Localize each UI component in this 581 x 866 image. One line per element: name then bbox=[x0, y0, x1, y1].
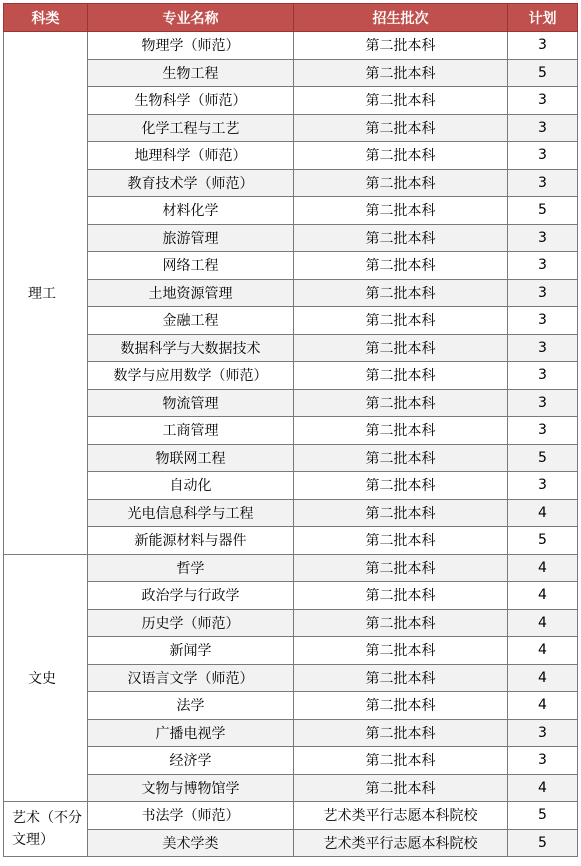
plan-cell: 3 bbox=[508, 279, 578, 307]
table-row bbox=[4, 252, 578, 280]
batch-cell: 第二批本科 bbox=[294, 774, 508, 802]
major-cell: 自动化 bbox=[88, 472, 294, 500]
plan-cell: 3 bbox=[508, 307, 578, 335]
major-cell: 文物与博物馆学 bbox=[88, 774, 294, 802]
batch-cell: 第二批本科 bbox=[294, 169, 508, 197]
batch-cell: 第二批本科 bbox=[294, 444, 508, 472]
table-row bbox=[4, 197, 578, 225]
major-cell: 汉语言文学（师范） bbox=[88, 664, 294, 692]
major-cell: 数据科学与大数据技术 bbox=[88, 334, 294, 362]
plan-cell: 3 bbox=[508, 417, 578, 445]
table-row bbox=[4, 307, 578, 335]
major-cell: 新能源材料与器件 bbox=[88, 527, 294, 555]
table-row bbox=[4, 719, 578, 747]
table-row bbox=[4, 554, 578, 582]
major-cell: 数学与应用数学（师范） bbox=[88, 362, 294, 390]
plan-cell: 3 bbox=[508, 87, 578, 115]
table-row bbox=[4, 472, 578, 500]
batch-cell: 艺术类平行志愿本科院校 bbox=[294, 829, 508, 857]
plan-cell: 3 bbox=[508, 169, 578, 197]
major-cell: 光电信息科学与工程 bbox=[88, 499, 294, 527]
major-cell: 经济学 bbox=[88, 747, 294, 775]
table-row bbox=[4, 747, 578, 775]
table-row bbox=[4, 444, 578, 472]
plan-cell: 4 bbox=[508, 554, 578, 582]
batch-cell: 艺术类平行志愿本科院校 bbox=[294, 802, 508, 830]
table-row bbox=[4, 224, 578, 252]
plan-cell: 5 bbox=[508, 829, 578, 857]
major-cell: 地理科学（师范） bbox=[88, 142, 294, 170]
table-row bbox=[4, 829, 578, 857]
plan-cell: 3 bbox=[508, 389, 578, 417]
major-cell: 旅游管理 bbox=[88, 224, 294, 252]
plan-cell: 5 bbox=[508, 527, 578, 555]
major-cell: 哲学 bbox=[88, 554, 294, 582]
table-row bbox=[4, 802, 578, 830]
major-cell: 物联网工程 bbox=[88, 444, 294, 472]
batch-cell: 第二批本科 bbox=[294, 87, 508, 115]
batch-cell: 第二批本科 bbox=[294, 389, 508, 417]
batch-cell: 第二批本科 bbox=[294, 609, 508, 637]
plan-cell: 3 bbox=[508, 224, 578, 252]
table-body bbox=[4, 32, 578, 857]
table-row bbox=[4, 87, 578, 115]
major-cell: 新闻学 bbox=[88, 637, 294, 665]
table-row bbox=[4, 664, 578, 692]
major-cell: 历史学（师范） bbox=[88, 609, 294, 637]
plan-cell: 3 bbox=[508, 114, 578, 142]
header-category: 科类 bbox=[4, 4, 88, 32]
plan-cell: 5 bbox=[508, 444, 578, 472]
batch-cell: 第二批本科 bbox=[294, 527, 508, 555]
table-row bbox=[4, 334, 578, 362]
table-row bbox=[4, 692, 578, 720]
major-cell: 材料化学 bbox=[88, 197, 294, 225]
enrollment-plan-table bbox=[3, 3, 578, 857]
header-major: 专业名称 bbox=[88, 4, 294, 32]
table-row bbox=[4, 637, 578, 665]
table-row bbox=[4, 169, 578, 197]
table-row bbox=[4, 527, 578, 555]
plan-cell: 5 bbox=[508, 802, 578, 830]
header-batch: 招生批次 bbox=[294, 4, 508, 32]
plan-cell: 3 bbox=[508, 719, 578, 747]
major-cell: 美术学类 bbox=[88, 829, 294, 857]
batch-cell: 第二批本科 bbox=[294, 252, 508, 280]
category-cell: 文史 bbox=[4, 554, 88, 802]
batch-cell: 第二批本科 bbox=[294, 582, 508, 610]
batch-cell: 第二批本科 bbox=[294, 114, 508, 142]
major-cell: 书法学（师范） bbox=[88, 802, 294, 830]
batch-cell: 第二批本科 bbox=[294, 664, 508, 692]
batch-cell: 第二批本科 bbox=[294, 417, 508, 445]
major-cell: 物流管理 bbox=[88, 389, 294, 417]
major-cell: 金融工程 bbox=[88, 307, 294, 335]
table-row bbox=[4, 142, 578, 170]
table-row bbox=[4, 417, 578, 445]
table-row bbox=[4, 114, 578, 142]
plan-cell: 5 bbox=[508, 59, 578, 87]
batch-cell: 第二批本科 bbox=[294, 472, 508, 500]
major-cell: 生物工程 bbox=[88, 59, 294, 87]
plan-cell: 3 bbox=[508, 32, 578, 60]
table-row bbox=[4, 609, 578, 637]
major-cell: 化学工程与工艺 bbox=[88, 114, 294, 142]
plan-cell: 3 bbox=[508, 334, 578, 362]
plan-cell: 4 bbox=[508, 499, 578, 527]
table-row bbox=[4, 499, 578, 527]
plan-cell: 4 bbox=[508, 609, 578, 637]
batch-cell: 第二批本科 bbox=[294, 307, 508, 335]
plan-cell: 4 bbox=[508, 774, 578, 802]
plan-cell: 4 bbox=[508, 692, 578, 720]
major-cell: 教育技术学（师范） bbox=[88, 169, 294, 197]
batch-cell: 第二批本科 bbox=[294, 32, 508, 60]
major-cell: 物理学（师范） bbox=[88, 32, 294, 60]
batch-cell: 第二批本科 bbox=[294, 637, 508, 665]
plan-cell: 4 bbox=[508, 582, 578, 610]
major-cell: 网络工程 bbox=[88, 252, 294, 280]
plan-cell: 3 bbox=[508, 472, 578, 500]
category-cell: 艺术（不分文理） bbox=[4, 802, 88, 857]
batch-cell: 第二批本科 bbox=[294, 692, 508, 720]
batch-cell: 第二批本科 bbox=[294, 719, 508, 747]
batch-cell: 第二批本科 bbox=[294, 59, 508, 87]
batch-cell: 第二批本科 bbox=[294, 279, 508, 307]
plan-cell: 3 bbox=[508, 142, 578, 170]
major-cell: 土地资源管理 bbox=[88, 279, 294, 307]
major-cell: 广播电视学 bbox=[88, 719, 294, 747]
batch-cell: 第二批本科 bbox=[294, 197, 508, 225]
plan-cell: 4 bbox=[508, 664, 578, 692]
table-row bbox=[4, 279, 578, 307]
category-cell: 理工 bbox=[4, 32, 88, 555]
table-row bbox=[4, 389, 578, 417]
major-cell: 生物科学（师范） bbox=[88, 87, 294, 115]
plan-cell: 3 bbox=[508, 747, 578, 775]
header-plan: 计划 bbox=[508, 4, 578, 32]
batch-cell: 第二批本科 bbox=[294, 499, 508, 527]
table-row bbox=[4, 362, 578, 390]
batch-cell: 第二批本科 bbox=[294, 334, 508, 362]
plan-cell: 4 bbox=[508, 637, 578, 665]
plan-cell: 3 bbox=[508, 252, 578, 280]
batch-cell: 第二批本科 bbox=[294, 554, 508, 582]
plan-cell: 5 bbox=[508, 197, 578, 225]
major-cell: 政治学与行政学 bbox=[88, 582, 294, 610]
table-row bbox=[4, 59, 578, 87]
batch-cell: 第二批本科 bbox=[294, 362, 508, 390]
table-row bbox=[4, 774, 578, 802]
table-header-row bbox=[4, 4, 578, 32]
major-cell: 法学 bbox=[88, 692, 294, 720]
batch-cell: 第二批本科 bbox=[294, 747, 508, 775]
table-row bbox=[4, 582, 578, 610]
table-row bbox=[4, 32, 578, 60]
batch-cell: 第二批本科 bbox=[294, 142, 508, 170]
major-cell: 工商管理 bbox=[88, 417, 294, 445]
plan-cell: 3 bbox=[508, 362, 578, 390]
batch-cell: 第二批本科 bbox=[294, 224, 508, 252]
